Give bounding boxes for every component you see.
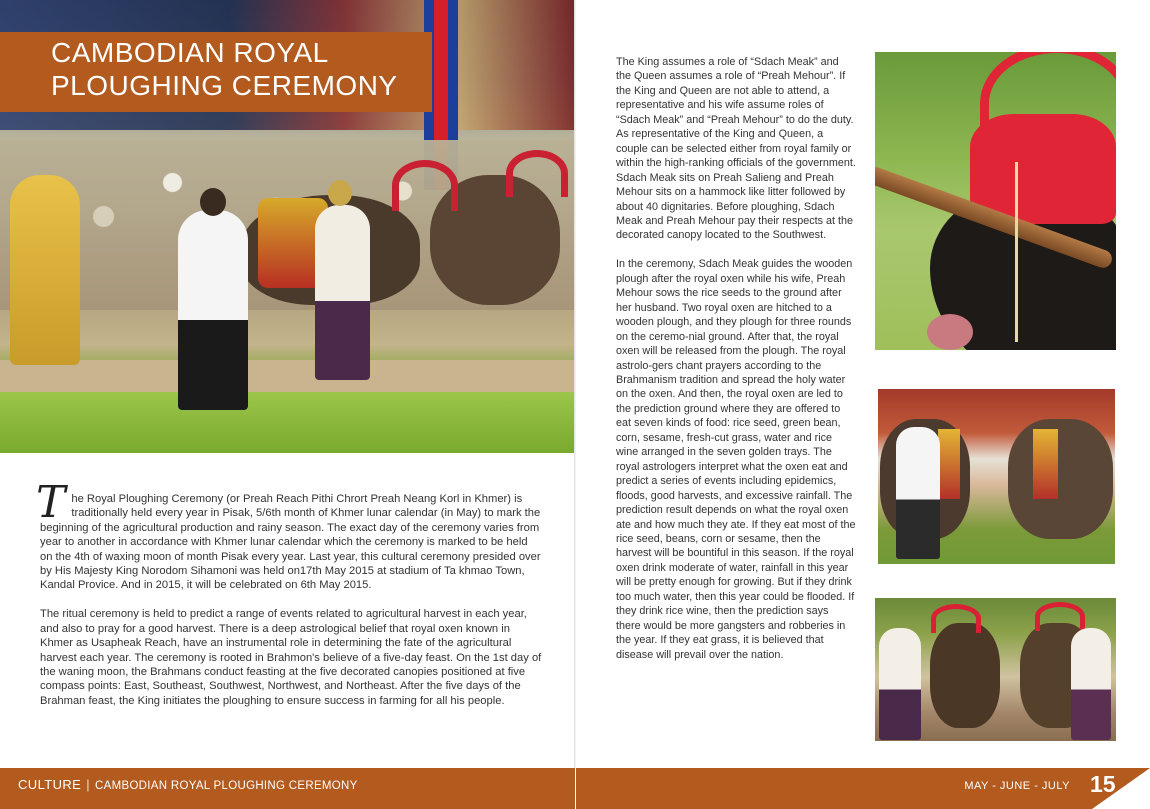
roles-paragraph: The King assumes a role of “Sdach Meak” and the Queen assumes a role of “Preah Mehour”. If the King and Queen are not able to attend, a representative and his wife assume roles of “Sdach Meak” and “Preah Mehour” to do the duty. As representative of the King and Queen, a couple can be selected either from royal family or within the high-ranking officials of the government. Sdach Meak sits on Preah Salieng and Preah Mehour sits on a hammock like litter followed by about 40 dignitaries. Before ploughing, Sdach Meak and Preah Mehour pay their respects at the decorated canopy located to the Southwest.	[616, 56, 856, 242]
ox-red-horns	[506, 150, 568, 197]
page-footer	[0, 768, 1150, 809]
footer-corner-cut	[1092, 768, 1150, 809]
photo-oxen-procession	[875, 598, 1116, 741]
right-body-text	[616, 55, 856, 677]
ritual-paragraph: The ritual ceremony is held to predict a range of events related to agricultural harvest in each year, and also to pray for a good harvest. There is a deep astrological belief that royal oxen known in Khmer as Usapheak Reach, have an instrumental role in determining the fate of the agricultural harvest each year. The ceremony is rooted in Brahmon's believe of a five-day feast. On the 1st day of the waning moon, the Brahmans conduct feasting at the five decorated canopies positioned at five compass points: East, Southeast, Southwest, Northwest, and Northeast. After the five days of the Brahman feast, the King initiates the ploughing to ensure success in farming for all his people.	[40, 608, 542, 707]
photo-royal-ox-closeup	[875, 52, 1116, 350]
handler-figure	[879, 628, 921, 740]
yoke-rope	[1015, 162, 1018, 342]
section-name: CULTURE	[18, 777, 82, 792]
official-head	[200, 188, 226, 216]
handler-head	[328, 180, 352, 206]
ceremony-paragraph: In the ceremony, Sdach Meak guides the wooden plough after the royal oxen while his wife, Preah Mehour sows the rice seeds to the ground after her husband. Two royal oxen are hitched to a wooden plough, and they plough for three rounds on the ceremo-nial ground. After that, the royal oxen will be released from the plough. The royal astrolo-gers chant prayers according to the Brahmanism tradition and spread the holy water on the oxen. And then, the royal oxen are led to the prediction ground where they are offered to eat seven kinds of food: rice seed, green bean, corn, sesame, fresh-cut grass, water and rice wine arranged in the seven golden trays. The royal astrologers interpret what the oxen eat and predict a series of events including epidemics, floods, good harvests, and excessive rainfall. The prediction result depends on what the royal oxen ate and how much they ate. If they eat most of the rice seed, beans, corn or sesame, then the harvest will be bountiful in this season. If the royal oxen drink moderate of water, rainfall in this year will be pretty enough for growing. But if they drink too much water, then this year could be flooded. If they drink rice wine, then the prediction says there would be more gangsters and robberies in the year. If they eat grass, it is believed that disease will prevail over the nation.	[616, 258, 856, 661]
footer-separator: |	[86, 777, 91, 792]
footer-article-title: CAMBODIAN ROYAL PLOUGHING CEREMONY	[95, 780, 358, 792]
title-line-2: PLOUGHING CEREMONY	[51, 70, 398, 101]
brahman-priest-figure	[10, 175, 80, 365]
ox-handler-figure	[315, 205, 370, 380]
ox-red-horns	[1035, 602, 1085, 631]
official-figure-white-shirt	[178, 210, 248, 410]
footer-left-bar	[0, 768, 575, 809]
footer-section-label	[18, 777, 358, 792]
title-line-1: CAMBODIAN ROYAL	[51, 37, 329, 68]
ox-decorated-blanket	[1033, 429, 1058, 499]
intro-paragraph	[36, 477, 542, 593]
handler-white-shirt	[896, 427, 940, 559]
royal-ox-left	[930, 623, 1000, 728]
title-band	[0, 32, 432, 112]
issue-date: MAY - JUNE - JULY	[964, 780, 1070, 792]
royal-ox-right	[1008, 419, 1113, 539]
handler-figure	[1071, 628, 1111, 740]
ox-muzzle	[927, 314, 973, 350]
grass-field	[0, 392, 575, 453]
ox-decorated-blanket	[938, 429, 960, 499]
ox-red-horns	[392, 160, 458, 211]
intro-paragraph-text: he Royal Ploughing Ceremony (or Preah Reach Pithi Chrort Preah Neang Korl in Khmer) is traditionally held every year in Pisak, 5/6th month of Khmer lunar calendar (in May) to mark the beginning of the agricultural production and rainy season. The exact day of the ceremony varies from year to another in accordance with Khmer lunar calendar which the ceremony is marked to be held on the 4th of waxing moon of month Pisak every year. Last year, this cultural ceremony presided over by His Majesty King Norodom Sihamoni was held on17th May 2015 at stadium of Ta khmao Town, Kandal Provice. And in 2015, it will be celebrated on 6th May 2015.	[40, 493, 541, 592]
photo-oxen-with-handler	[878, 389, 1115, 564]
ox-red-horns	[980, 52, 1116, 163]
footer-right-bar	[576, 768, 1150, 809]
ox-red-horns	[931, 604, 981, 633]
article-title	[51, 36, 421, 102]
drop-cap: T	[36, 477, 66, 528]
left-body-text	[36, 477, 542, 723]
page-number: 15	[1090, 771, 1116, 797]
